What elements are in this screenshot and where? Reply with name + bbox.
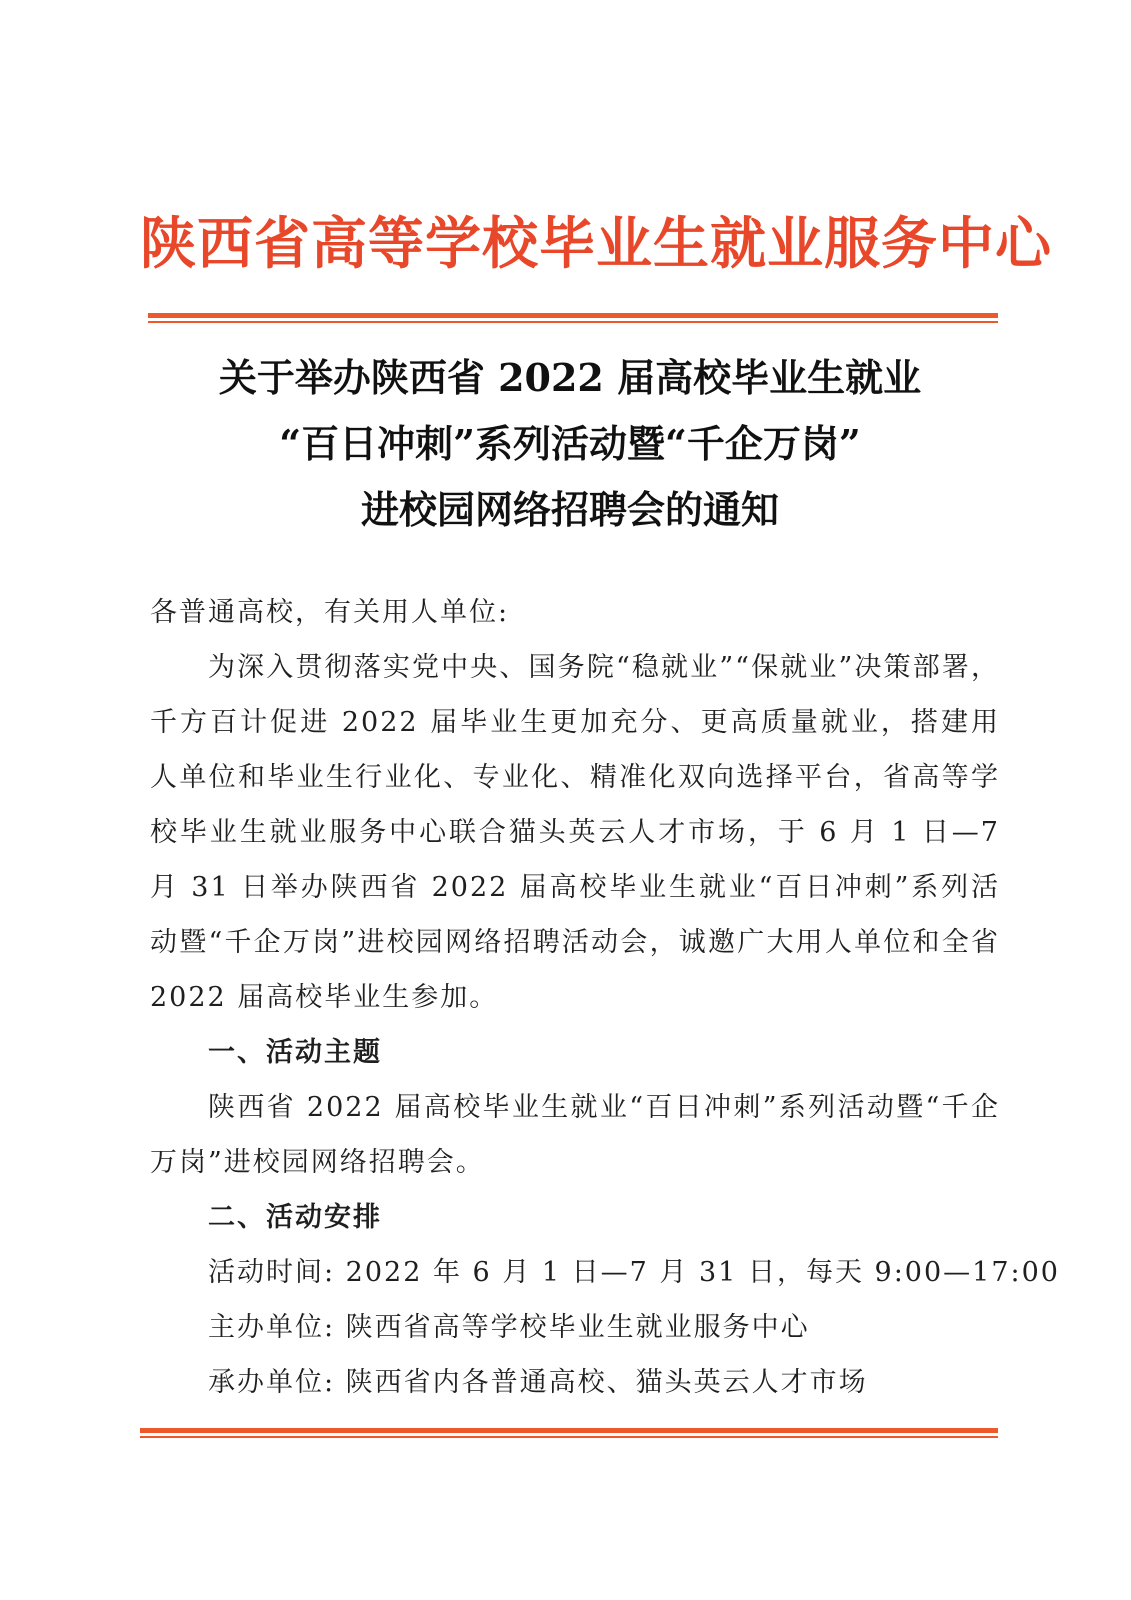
organization-header: 陕西省高等学校毕业生就业服务中心 bbox=[140, 212, 1052, 277]
section-heading-arrangement: 二、活动安排 bbox=[208, 1202, 382, 1233]
title-line-1: 关于举办陕西省 2022 届高校毕业生就业 bbox=[218, 355, 922, 400]
co-organizer: 承办单位: 陕西省内各普通高校、猫头英云人才市场 bbox=[208, 1367, 868, 1398]
salutation: 各普通高校，有关用人单位: bbox=[150, 597, 510, 628]
header-divider bbox=[148, 313, 998, 323]
theme-paragraph: 陕西省 2022 届高校毕业生就业“百日冲刺”系列活动暨“千企万岗”进校园网络招聘会。 bbox=[150, 1092, 1000, 1178]
section-heading-theme: 一、活动主题 bbox=[208, 1037, 382, 1068]
document-title bbox=[140, 345, 1000, 543]
title-line-3: 进校园网络招聘会的通知 bbox=[360, 487, 779, 532]
activity-time: 活动时间: 2022 年 6 月 1 日—7 月 31 日，每天 9:00—17:00 bbox=[208, 1257, 1060, 1288]
footer-divider bbox=[140, 1428, 998, 1438]
intro-paragraph: 为深入贯彻落实党中央、国务院“稳就业”“保就业”决策部署，千方百计促进 2022 届毕业生更加充分、更高质量就业，搭建用人单位和毕业生行业化、专业化、精准化双向选择平台，省高等学校毕业生就业服务中心联合猫头英云人才市场，于 6 月 1 日—7 月 31 日举办陕西省 2022 届高校毕业生就业“百日冲刺”系列活动暨“千企万岗”进校园网络招聘活动会，诚邀广大用人单位和全省 2022 届高校毕业生参加。 bbox=[150, 652, 1000, 1013]
title-line-2: “百日冲刺”系列活动暨“千企万岗” bbox=[279, 421, 861, 466]
document-body bbox=[150, 585, 1060, 1410]
organizer: 主办单位: 陕西省高等学校毕业生就业服务中心 bbox=[208, 1312, 810, 1343]
